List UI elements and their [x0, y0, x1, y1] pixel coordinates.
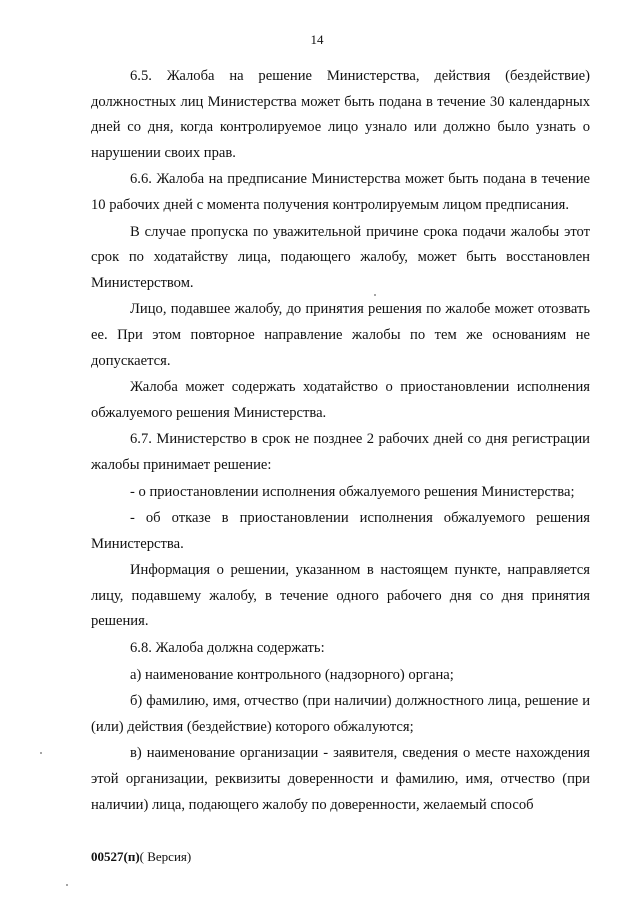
- paragraph-6-5: 6.5. Жалоба на решение Министерства, действия (бездействие) должностных лиц Министерства может быть подана в течение 30 календарных дней со дня, когда контролируемое лицо узнало или должно было узнать о нарушении своих прав.: [91, 68, 590, 161]
- page-number: 14: [310, 32, 324, 47]
- list-item-v: в) наименование организации - заявителя, сведения о месте нахождения этой организации, реквизиты доверенности и фамилию, имя, отчество (при наличии) лица, подающего жалобу по доверенности, желаемый способ: [91, 745, 590, 813]
- scan-speck: [374, 294, 376, 296]
- scan-speck: [40, 752, 42, 754]
- list-item-a: а) наименование контрольного (надзорного) органа;: [130, 666, 454, 683]
- document-footer: [91, 849, 191, 865]
- paragraph-suspension-request: Жалоба может содержать ходатайство о приостановлении исполнения обжалуемого решения Министерства.: [91, 379, 590, 421]
- paragraph-6-6: 6.6. Жалоба на предписание Министерства может быть подана в течение 10 рабочих дней с момента получения контролируемым лицом предписания.: [91, 171, 590, 213]
- paragraph-decision-info: Информация о решении, указанном в настоящем пункте, направляется лицу, подавшему жалобу, в течение одного рабочего дня со дня принятия решения.: [91, 562, 590, 630]
- document-body: [91, 64, 590, 819]
- paragraph-6-8: 6.8. Жалоба должна содержать:: [130, 640, 325, 657]
- paragraph-deadline-restore: В случае пропуска по уважительной причине срока подачи жалобы этот срок по ходатайству лица, подающего жалобу, может быть восстановлен Министерством.: [91, 223, 590, 291]
- list-item-refuse: - об отказе в приостановлении исполнения обжалуемого решения Министерства.: [91, 510, 590, 552]
- document-code: 00527(п): [91, 849, 140, 864]
- list-item-suspend: - о приостановлении исполнения обжалуемого решения Министерства;: [130, 483, 575, 500]
- list-item-b: б) фамилию, имя, отчество (при наличии) должностного лица, решение и (или) действия (бездействие) которого обжалуются;: [91, 693, 590, 735]
- paragraph-withdraw: Лицо, подавшее жалобу, до принятия решения по жалобе может отозвать ее. При этом повторное направление жалобы по тем же основаниям не допускается.: [91, 301, 590, 369]
- paragraph-6-7: 6.7. Министерство в срок не позднее 2 рабочих дней со дня регистрации жалобы принимает решение:: [91, 431, 590, 473]
- scan-speck: [66, 884, 68, 886]
- document-version: ( Версия): [139, 849, 192, 864]
